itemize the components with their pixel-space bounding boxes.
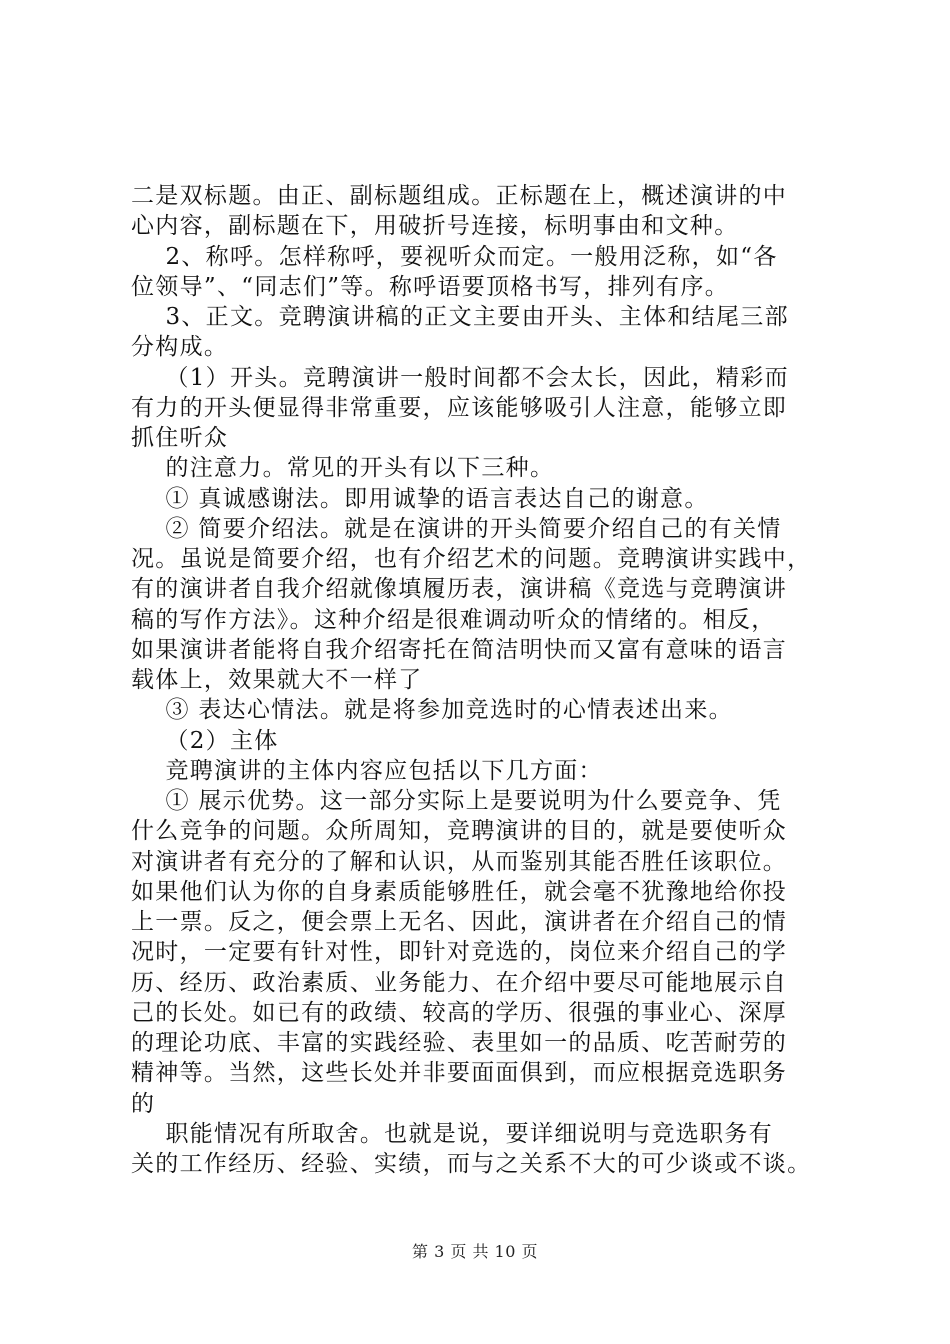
page-number-footer: 第 3 页 共 10 页	[412, 1242, 538, 1261]
text-line: ③ 表达心情法。就是将参加竞选时的心情表述出来。	[131, 697, 733, 724]
text-line: 己的长处。如已有的政绩、较高的学历、很强的事业心、深厚	[131, 999, 788, 1026]
text-line: 有力的开头便显得非常重要，应该能够吸引人注意，能够立即	[131, 394, 788, 421]
text-line: 有的演讲者自我介绍就像填履历表，演讲稿《竞选与竞聘演讲	[131, 576, 788, 603]
text-line: 竞聘演讲的主体内容应包括以下几方面：	[131, 757, 603, 784]
text-line: 的理论功底、丰富的实践经验、表里如一的品质、吃苦耐劳的	[131, 1030, 788, 1056]
text-line: 况时，一定要有针对性，即针对竞选的，岗位来介绍自己的学	[131, 939, 788, 966]
text-line: 精神等。当然，这些长处并非要面面俱到，而应根据竞选职务	[131, 1060, 788, 1087]
text-line: 如果他们认为你的自身素质能够胜任，就会毫不犹豫地给你投	[131, 878, 788, 905]
text-line: 的	[131, 1090, 156, 1117]
text-line: ② 简要介绍法。就是在演讲的开头简要介绍自己的有关情	[131, 515, 782, 542]
text-line: 二是双标题。由正、副标题组成。正标题在上，概述演讲的中	[131, 183, 788, 209]
text-line: 关的工作经历、经验、实绩，而与之关系不大的可少谈或不谈。	[131, 1151, 812, 1177]
text-line: 历、经历、政治素质、业务能力、在介绍中要尽可能地展示自	[131, 969, 788, 996]
text-line: 分构成。	[131, 334, 229, 361]
text-line: 稿的写作方法》。这种介绍是很难调动听众的情绪的。相反，	[131, 606, 776, 633]
text-line: ① 真诚感谢法。即用诚挚的语言表达自己的谢意。	[131, 485, 709, 512]
text-line: 对演讲者有充分的了解和认识，从而鉴别其能否胜任该职位。	[131, 848, 788, 875]
text-line: 2、称呼。怎样称呼，要视听众而定。一般用泛称，如“各	[131, 243, 778, 270]
document-body	[131, 181, 831, 1179]
text-line: 的注意力。常见的开头有以下三种。	[131, 455, 555, 482]
text-line: 如果演讲者能将自我介绍寄托在简洁明快而又富有意味的语言	[131, 636, 788, 663]
text-line: （1）开头。竞聘演讲一般时间都不会太长，因此，精彩而	[131, 364, 789, 391]
text-line: 载体上，效果就大不一样了	[131, 667, 423, 693]
text-line: 上一票。反之，便会票上无名、因此，演讲者在介绍自己的情	[131, 909, 788, 935]
text-line: 什么竞争的问题。众所周知，竞聘演讲的目的，就是要使听众	[131, 818, 788, 845]
text-line: 位领导”、“同志们”等。称呼语要顶格书写，排列有序。	[131, 273, 730, 300]
text-line: 心内容，副标题在下，用破折号连接，标明事由和文种。	[131, 213, 739, 240]
text-line: 职能情况有所取舍。也就是说，要详细说明与竞选职务有	[131, 1120, 773, 1147]
text-line: 抓住听众	[131, 425, 229, 451]
text-line: （2）主体	[131, 727, 279, 754]
text-line: 3、正文。竞聘演讲稿的正文主要由开头、主体和结尾三部	[131, 304, 789, 330]
text-line: ① 展示优势。这一部分实际上是要说明为什么要竞争、凭	[131, 788, 782, 814]
text-line: 况。虽说是简要介绍，也有介绍艺术的问题。竞聘演讲实践中，	[131, 546, 812, 572]
